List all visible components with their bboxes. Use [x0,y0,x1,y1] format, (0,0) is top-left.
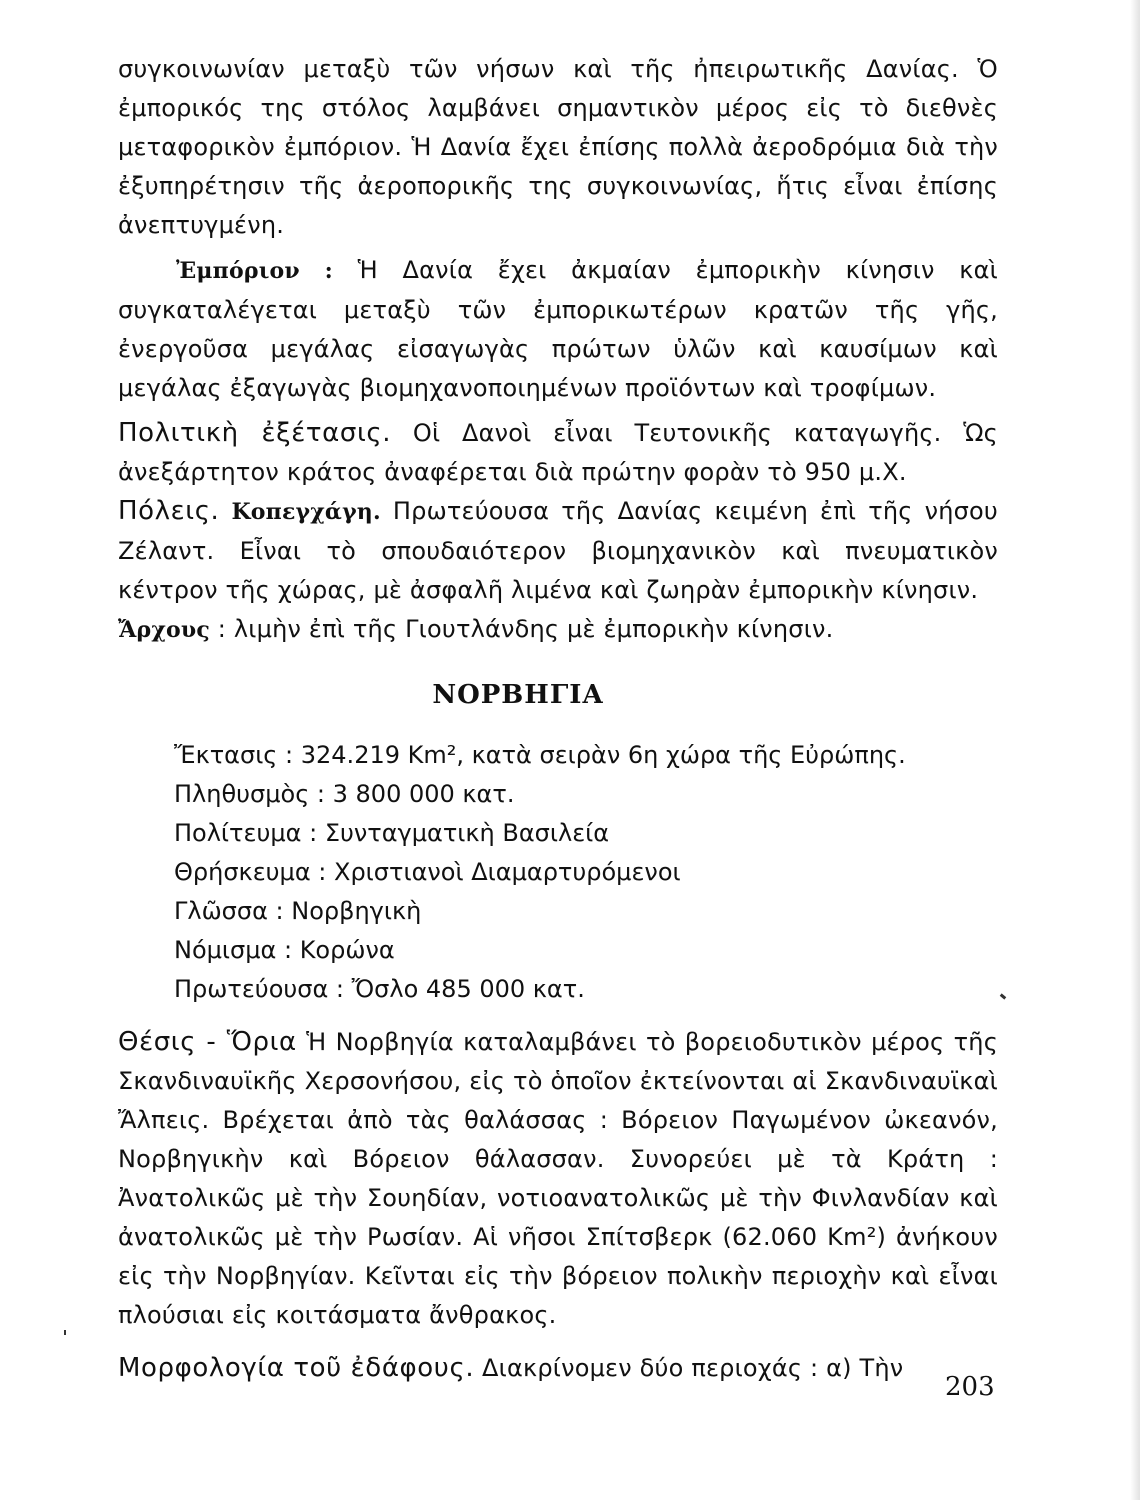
fact-label: Πληθυσμὸς : [174,780,325,808]
copenhagen-text: Πρωτεύουσα τῆς Δανίας κειμένη ἐπὶ τῆς νήσου Ζέλαντ. Εἶναι τὸ σπουδαιότερον βιομηχανικὸν καὶ πνευματικὸν κέντρον τῆς χώρας, μὲ ἀσφαλῆ λιμένα καὶ ζωηρὰν ἐμπορικὴν κίνησιν. [118,497,998,604]
fact-label: Πολίτευμα : [174,819,318,847]
position-text: Ἡ Νορβηγία καταλαμβάνει τὸ βορειοδυτικὸν μέρος τῆς Σκανδιναυϊκῆς Χερσονήσου, εἰς τὸ ὁποῖον ἐκτείνονται αἱ Σκανδιναυϊκαὶ Ἄλπεις. Βρέχεται ἀπὸ τὰς θαλάσσας : Βόρειον Παγωμένον ὠκεανόν, Νορβηγικὴν καὶ Βόρειον θάλασσαν. Συνορεύει μὲ τὰ Κράτη : Ἀνατολικῶς μὲ τὴν Σουηδίαν, νοτιοανατολικῶς μὲ τὴν Φινλανδίαν καὶ ἀνατολικῶς μὲ τὴν Ρωσίαν. Αἱ νῆσοι Σπίτσβερκ (62.060 Km²) ἀνήκουν εἰς τὴν Νορβηγίαν. Κεῖνται εἰς τὴν βόρειον πολικὴν περιοχὴν καὶ εἶναι πλούσιαι εἰς κοιτάσματα ἄνθρακος. [118,1028,998,1329]
commerce-text: Ἡ Δανία ἔχει ἀκμαίαν ἐμπορικὴν κίνησιν καὶ συγκαταλέγεται μεταξὺ τῶν ἐμπορικωτέρων κρατῶν τῆς γῆς, ἐνεργοῦσα μεγάλας εἰσαγωγὰς πρώτων ὑλῶν καὶ καυσίμων καὶ μεγάλας ἐξαγωγὰς βιομηχανοποιημένων προϊόντων καὶ τροφίμων. [118,256,998,402]
margin-mark [1000,993,1007,999]
political-text: Οἱ Δανοὶ εἶναι Τευτονικῆς καταγωγῆς. Ὡς ἀνεξάρτητον κράτος ἀναφέρεται διὰ πρώτην φορὰν τὸ 950 μ.Χ. [118,419,998,486]
fact-row [174,775,998,814]
aarhus-text: : λιμὴν ἐπὶ τῆς Γιουτλάνδης μὲ ἐμπορικὴν κίνησιν. [217,615,834,643]
fact-value: Χριστιανοὶ Διαμαρτυρόμενοι [334,858,681,886]
fact-label: Ἔκτασις : [174,741,294,769]
norway-facts-list [174,736,998,1009]
morphology-heading: Μορφολογία τοῦ ἐδάφους. [118,1353,475,1383]
fact-value: 3 800 000 κατ. [332,780,515,808]
commerce-heading: Ἐμπόριον : [176,258,333,284]
political-paragraph [118,414,998,492]
fact-label: Νόμισμα : [174,936,293,964]
position-paragraph [118,1023,998,1335]
page-edge-shadow [1130,0,1140,1500]
fact-label: Πρωτεύουσα : [174,975,345,1003]
fact-label: Γλῶσσα : [174,897,284,925]
margin-dot [64,1330,66,1335]
text-column [118,50,998,1388]
political-heading: Πολιτικὴ ἐξέτασις. [118,418,392,448]
norway-section-title: ΝΟΡΒΗΓΙΑ [432,680,604,710]
cities-heading: Πόλεις. [118,496,220,526]
cities-paragraph [118,492,998,650]
denmark-intro-paragraph: συγκοινωνίαν μεταξὺ τῶν νήσων καὶ τῆς ἠπειρωτικῆς Δανίας. Ὁ ἐμπορικός της στόλος λαμβάνει σημαντικὸν μέρος εἰς τὸ διεθνὲς μεταφορικὸν ἐμπόριον. Ἡ Δανία ἔχει ἐπίσης πολλὰ ἀεροδρόμια διὰ τὴν ἐξυπηρέτησιν τῆς ἀεροπορικῆς της συγκοινωνίας, ἥτις εἶναι ἐπίσης ἀνεπτυγμένη. [118,55,998,239]
commerce-paragraph [118,251,998,408]
fact-value: Ὄσλο 485 000 κατ. [351,975,585,1003]
copenhagen-name: Κοπεγχάγη. [231,499,381,525]
fact-row [174,970,998,1009]
fact-row [174,892,998,931]
fact-value: Κορώνα [299,936,395,964]
fact-row [174,814,998,853]
fact-row [174,853,998,892]
morphology-text: Διακρίνομεν δύο περιοχάς : α) Τὴν [482,1354,904,1382]
aarhus-name: Ἄρχους [118,617,210,643]
fact-row [174,931,998,970]
morphology-paragraph [118,1349,998,1388]
fact-value: Νορβηγικὴ [291,897,422,925]
fact-value: Συνταγματικὴ Βασιλεία [324,819,610,847]
fact-label: Θρήσκευμα : [174,858,327,886]
position-heading: Θέσις - Ὅρια [118,1027,297,1057]
fact-row [174,736,998,775]
page-number: 203 [945,1372,995,1402]
fact-value: 324.219 Km², κατὰ σειρὰν 6η χώρα τῆς Εὐρώπης. [300,741,906,769]
